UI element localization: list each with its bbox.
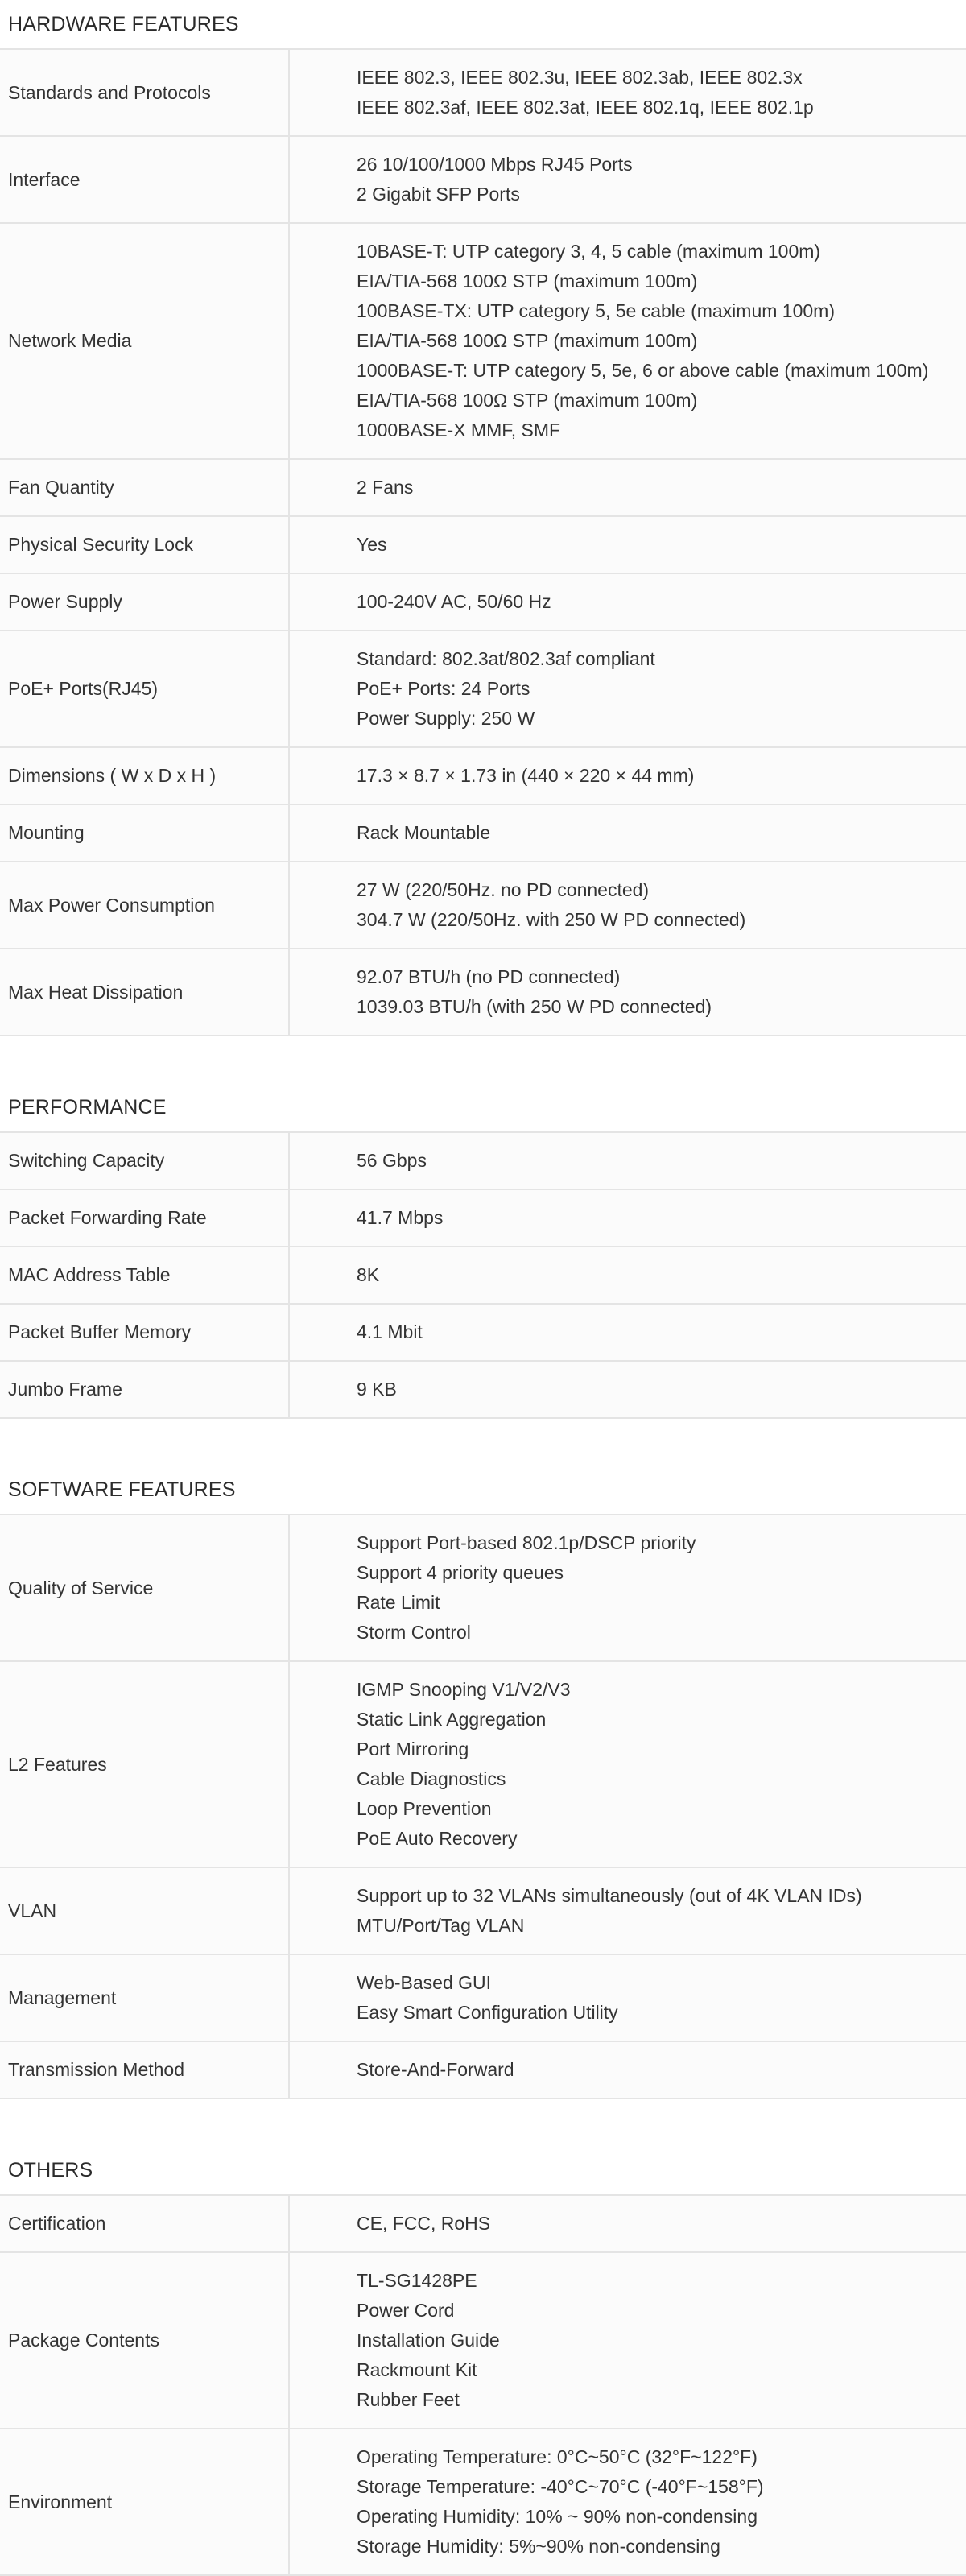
spec-value-line: 1000BASE-X MMF, SMF xyxy=(357,420,561,440)
spec-row xyxy=(0,949,966,1036)
spec-value-line: 92.07 BTU/h (no PD connected) xyxy=(357,966,621,987)
spec-value xyxy=(290,224,966,458)
spec-label: Jumbo Frame xyxy=(0,1362,290,1417)
spec-label: Max Power Consumption xyxy=(0,862,290,948)
section-title: SOFTWARE FEATURES xyxy=(0,1466,966,1515)
spec-value-line: Cable Diagnostics xyxy=(357,1768,506,1789)
spec-row xyxy=(0,1190,966,1247)
spec-value-line: Web-Based GUI xyxy=(357,1972,492,1993)
spec-row xyxy=(0,137,966,224)
spec-row xyxy=(0,1955,966,2042)
spec-value-line: EIA/TIA-568 100Ω STP (maximum 100m) xyxy=(357,390,698,411)
spec-label: Standards and Protocols xyxy=(0,50,290,135)
spec-row xyxy=(0,1133,966,1190)
spec-value-line: 2 Fans xyxy=(357,477,414,498)
spec-label: Physical Security Lock xyxy=(0,517,290,573)
spec-value-line: Operating Temperature: 0°C~50°C (32°F~122°F) xyxy=(357,2446,758,2467)
spec-label: Mounting xyxy=(0,805,290,861)
spec-value xyxy=(290,2042,966,2098)
spec-label: L2 Features xyxy=(0,1662,290,1867)
section-title: OTHERS xyxy=(0,2146,966,2196)
spec-value-line: IEEE 802.3, IEEE 802.3u, IEEE 802.3ab, IEEE 802.3x xyxy=(357,67,803,88)
spec-value xyxy=(290,517,966,573)
spec-value-line: PoE+ Ports: 24 Ports xyxy=(357,678,530,699)
spec-row xyxy=(0,517,966,574)
spec-value-line: IGMP Snooping V1/V2/V3 xyxy=(357,1679,571,1700)
spec-row xyxy=(0,1362,966,1419)
spec-row xyxy=(0,1305,966,1362)
spec-value-line: 10BASE-T: UTP category 3, 4, 5 cable (maximum 100m) xyxy=(357,241,821,262)
spec-value-line: Operating Humidity: 10% ~ 90% non-condensing xyxy=(357,2506,758,2527)
spec-label: Power Supply xyxy=(0,574,290,630)
spec-value-line: Port Mirroring xyxy=(357,1739,469,1759)
spec-value xyxy=(290,1662,966,1867)
spec-value-line: PoE Auto Recovery xyxy=(357,1828,518,1849)
spec-label: Switching Capacity xyxy=(0,1133,290,1189)
spec-row xyxy=(0,2042,966,2099)
spec-row xyxy=(0,1247,966,1305)
spec-value-line: Standard: 802.3at/802.3af compliant xyxy=(357,648,655,669)
spec-value-line: Rubber Feet xyxy=(357,2389,460,2410)
spec-value-line: Rate Limit xyxy=(357,1592,440,1613)
spec-value xyxy=(290,50,966,135)
spec-row xyxy=(0,748,966,805)
spec-row xyxy=(0,862,966,949)
spec-value-line: Rack Mountable xyxy=(357,822,491,843)
spec-value-line: 9 KB xyxy=(357,1379,397,1400)
spec-value xyxy=(290,1305,966,1360)
spec-value-line: 100BASE-TX: UTP category 5, 5e cable (maximum 100m) xyxy=(357,300,835,321)
spec-value-line: EIA/TIA-568 100Ω STP (maximum 100m) xyxy=(357,330,698,351)
spec-value xyxy=(290,2429,966,2574)
spec-value-line: Support 4 priority queues xyxy=(357,1562,564,1583)
spec-value xyxy=(290,2196,966,2251)
spec-value xyxy=(290,137,966,222)
spec-value xyxy=(290,1247,966,1303)
spec-row xyxy=(0,805,966,862)
spec-value-line: 1039.03 BTU/h (with 250 W PD connected) xyxy=(357,996,712,1017)
spec-value-line: Power Supply: 250 W xyxy=(357,708,535,729)
spec-value-line: Storm Control xyxy=(357,1622,471,1643)
spec-row xyxy=(0,1515,966,1662)
spec-value xyxy=(290,1190,966,1246)
spec-label: Package Contents xyxy=(0,2253,290,2428)
spec-value xyxy=(290,862,966,948)
spec-value xyxy=(290,1362,966,1417)
section-title: PERFORMANCE xyxy=(0,1083,966,1133)
spec-value-line: Loop Prevention xyxy=(357,1798,492,1819)
spec-label: Certification xyxy=(0,2196,290,2251)
spec-label: Interface xyxy=(0,137,290,222)
spec-value-line: 8K xyxy=(357,1264,380,1285)
spec-label: Transmission Method xyxy=(0,2042,290,2098)
spec-value-line: 41.7 Mbps xyxy=(357,1207,444,1228)
spec-value-line: Power Cord xyxy=(357,2300,455,2321)
spec-label: Max Heat Dissipation xyxy=(0,949,290,1035)
spec-value xyxy=(290,1515,966,1660)
spec-label: Environment xyxy=(0,2429,290,2574)
spec-value-line: Store-And-Forward xyxy=(357,2059,514,2080)
spec-row xyxy=(0,2429,966,2576)
spec-value xyxy=(290,574,966,630)
spec-value xyxy=(290,949,966,1035)
spec-label: Fan Quantity xyxy=(0,460,290,515)
spec-value xyxy=(290,805,966,861)
spec-value-line: 26 10/100/1000 Mbps RJ45 Ports xyxy=(357,154,633,175)
spec-label: Quality of Service xyxy=(0,1515,290,1660)
spec-value-line: Support up to 32 VLANs simultaneously (out of 4K VLAN IDs) xyxy=(357,1885,862,1906)
spec-value-line: Static Link Aggregation xyxy=(357,1709,547,1730)
spec-value-line: Storage Temperature: -40°C~70°C (-40°F~158°F) xyxy=(357,2476,764,2497)
spec-value-line: MTU/Port/Tag VLAN xyxy=(357,1915,525,1936)
spec-value-line: Support Port-based 802.1p/DSCP priority xyxy=(357,1532,696,1553)
spec-value xyxy=(290,1955,966,2041)
spec-row xyxy=(0,1868,966,1955)
spec-value xyxy=(290,748,966,804)
spec-row xyxy=(0,50,966,137)
spec-value-line: 100-240V AC, 50/60 Hz xyxy=(357,591,551,612)
spec-label: VLAN xyxy=(0,1868,290,1954)
section-spacer xyxy=(0,1419,966,1466)
spec-label: MAC Address Table xyxy=(0,1247,290,1303)
spec-label: Packet Forwarding Rate xyxy=(0,1190,290,1246)
spec-value-line: 1000BASE-T: UTP category 5, 5e, 6 or above cable (maximum 100m) xyxy=(357,360,929,381)
spec-value-line: 304.7 W (220/50Hz. with 250 W PD connected) xyxy=(357,909,746,930)
spec-value-line: EIA/TIA-568 100Ω STP (maximum 100m) xyxy=(357,271,698,292)
spec-value-line: 4.1 Mbit xyxy=(357,1321,423,1342)
spec-row xyxy=(0,224,966,460)
spec-row xyxy=(0,2253,966,2429)
spec-value-line: 27 W (220/50Hz. no PD connected) xyxy=(357,879,650,900)
spec-value-line: Storage Humidity: 5%~90% non-condensing xyxy=(357,2536,720,2557)
section-title: HARDWARE FEATURES xyxy=(0,0,966,50)
spec-value-line: IEEE 802.3af, IEEE 802.3at, IEEE 802.1q, IEEE 802.1p xyxy=(357,97,814,118)
spec-label: Management xyxy=(0,1955,290,2041)
spec-row xyxy=(0,631,966,748)
spec-label: Dimensions ( W x D x H ) xyxy=(0,748,290,804)
spec-row xyxy=(0,574,966,631)
spec-value xyxy=(290,1868,966,1954)
spec-row xyxy=(0,460,966,517)
spec-value xyxy=(290,2253,966,2428)
spec-value-line: CE, FCC, RoHS xyxy=(357,2213,491,2234)
spec-value xyxy=(290,460,966,515)
spec-label: PoE+ Ports(RJ45) xyxy=(0,631,290,746)
spec-label: Packet Buffer Memory xyxy=(0,1305,290,1360)
spec-label: Network Media xyxy=(0,224,290,458)
spec-value-line: 17.3 × 8.7 × 1.73 in (440 × 220 × 44 mm) xyxy=(357,765,695,786)
spec-value-line: 2 Gigabit SFP Ports xyxy=(357,184,520,205)
spec-value xyxy=(290,631,966,746)
spec-value xyxy=(290,1133,966,1189)
spec-value-line: Yes xyxy=(357,534,387,555)
spec-value-line: Installation Guide xyxy=(357,2330,500,2351)
spec-value-line: TL-SG1428PE xyxy=(357,2270,477,2291)
section-spacer xyxy=(0,1036,966,1083)
spec-value-line: Rackmount Kit xyxy=(357,2359,477,2380)
spec-value-line: 56 Gbps xyxy=(357,1150,427,1171)
spec-row xyxy=(0,2196,966,2253)
spec-row xyxy=(0,1662,966,1868)
spec-value-line: Easy Smart Configuration Utility xyxy=(357,2002,618,2023)
section-spacer xyxy=(0,2099,966,2146)
